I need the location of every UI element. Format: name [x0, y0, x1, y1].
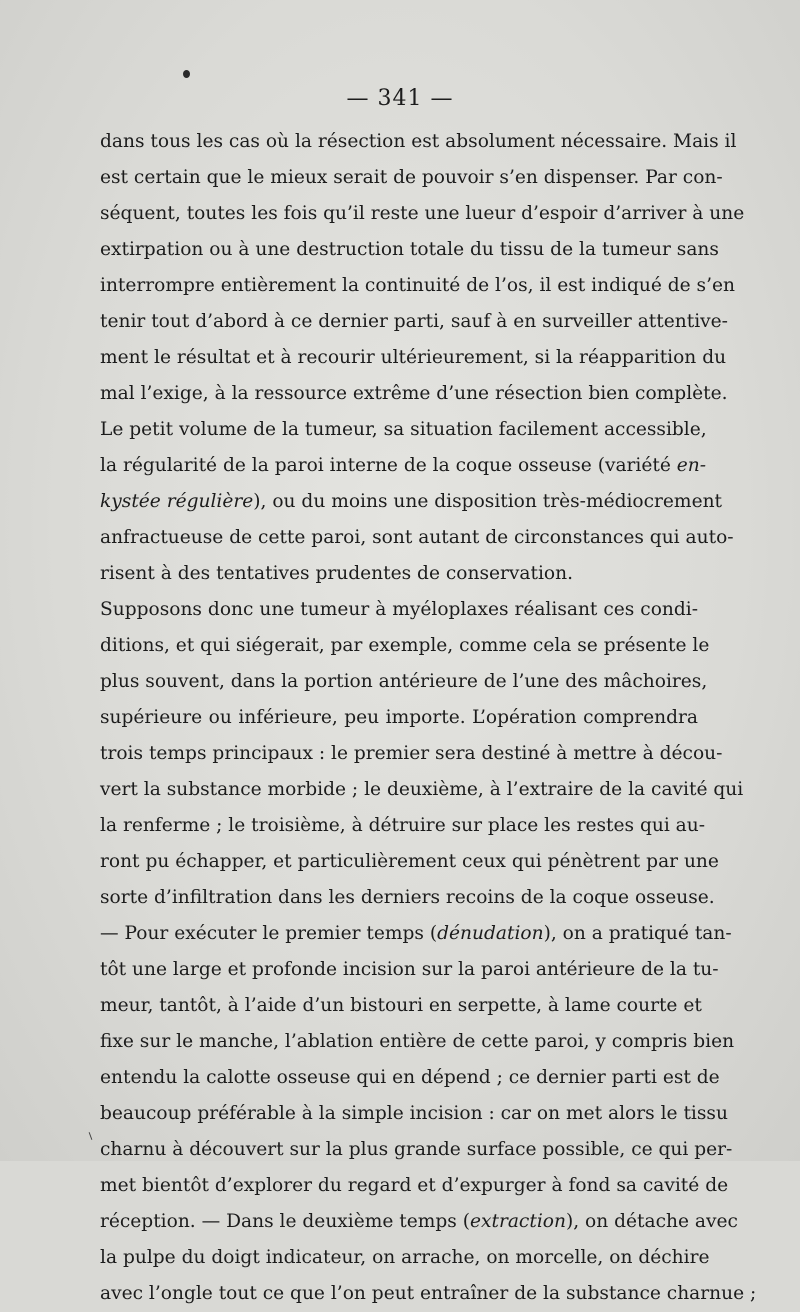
text-line: Supposons donc une tumeur à myéloplaxes réalisant ces condi- [100, 599, 698, 620]
text-line: ront pu échapper, et particulièrement ceux qui pénètrent par une [100, 851, 719, 872]
text-line [100, 916, 732, 952]
text-segment: réception. — Dans le deuxième temps ( [100, 1211, 470, 1232]
text-line: extirpation ou à une destruction totale du tissu de la tumeur sans [100, 239, 719, 260]
text-line: risent à des tentatives prudentes de conservation. [100, 563, 573, 584]
text-line [100, 1204, 738, 1240]
text-segment: ) [253, 491, 261, 512]
text-segment: , ou du moins une disposition très-médiocrement [260, 491, 723, 512]
text-segment: ), on a pratiqué tan- [543, 923, 732, 944]
text-line: la renferme ; le troisième, à détruire sur place les restes qui au- [100, 815, 706, 836]
text-line: met bientôt d’explorer du regard et d’expurger à fond sa cavité de [100, 1175, 729, 1196]
text-line: dans tous les cas où la résection est absolument nécessaire. Mais il [100, 131, 737, 152]
italic-term: extraction [470, 1211, 566, 1232]
text-line: ment le résultat et à recourir ultérieurement, si la réapparition du [100, 347, 727, 368]
text-line: séquent, toutes les fois qu’il reste une lueur d’espoir d’arriver à une [100, 203, 745, 224]
scan-mark [89, 1132, 93, 1140]
text-segment: — Pour exécuter le premier temps ( [100, 923, 438, 944]
text-line: avec l’ongle tout ce que l’on peut entraîner de la substance charnue ; [100, 1283, 757, 1304]
text-line: beaucoup préférable à la simple incision : car on met alors le tissu [100, 1103, 728, 1124]
italic-term: dénudation [437, 923, 544, 944]
ink-blot [183, 70, 190, 78]
text-line: interrompre entièrement la continuité de l’os, il est indiqué de s’en [100, 275, 735, 296]
text-line: charnu à découvert sur la plus grande surface possible, ce qui per- [100, 1139, 733, 1160]
text-line [100, 448, 707, 484]
text-line: supérieure ou inférieure, peu importe. L’opération comprendra [100, 707, 698, 728]
text-line: est certain que le mieux serait de pouvoir s’en dispenser. Par con- [100, 167, 723, 188]
text-line: Le petit volume de la tumeur, sa situation facilement accessible, [100, 419, 707, 440]
text-line: tenir tout d’abord à ce dernier parti, sauf à en surveiller attentive- [100, 311, 728, 332]
text-line: mal l’exige, à la ressource extrême d’une résection bien complète. [100, 383, 728, 404]
text-line: plus souvent, dans la portion antérieure de l’une des mâchoires, [100, 671, 708, 692]
text-line: tôt une large et profonde incision sur la paroi antérieure de la tu- [100, 959, 719, 980]
body-text [100, 124, 757, 1312]
text-line [100, 484, 723, 520]
text-line: trois temps principaux : le premier sera destiné à mettre à décou- [100, 743, 723, 764]
text-line: la pulpe du doigt indicateur, on arrache, on morcelle, on déchire [100, 1247, 710, 1268]
text-line: entendu la calotte osseuse qui en dépend ; ce dernier parti est de [100, 1067, 720, 1088]
text-line: meur, tantôt, à l’aide d’un bistouri en serpette, à lame courte et [100, 995, 702, 1016]
text-segment: ), on détache avec [565, 1211, 738, 1232]
text-line: sorte d’infiltration dans les derniers recoins de la coque osseuse. [100, 887, 715, 908]
italic-term: kystée régulière [100, 491, 254, 512]
text-line: vert la substance morbide ; le deuxième, à l’extraire de la cavité qui [100, 779, 744, 800]
page-number: — 341 — [346, 86, 454, 111]
italic-term: en- [676, 455, 707, 476]
text-line: anfractueuse de cette paroi, sont autant de circonstances qui auto- [100, 527, 734, 548]
text-line: ditions, et qui siégerait, par exemple, comme cela se présente le [100, 635, 710, 656]
text-segment: la régularité de la paroi interne de la coque osseuse (variété [100, 455, 677, 476]
text-line: fixe sur le manche, l’ablation entière de cette paroi, y compris bien [100, 1031, 735, 1052]
